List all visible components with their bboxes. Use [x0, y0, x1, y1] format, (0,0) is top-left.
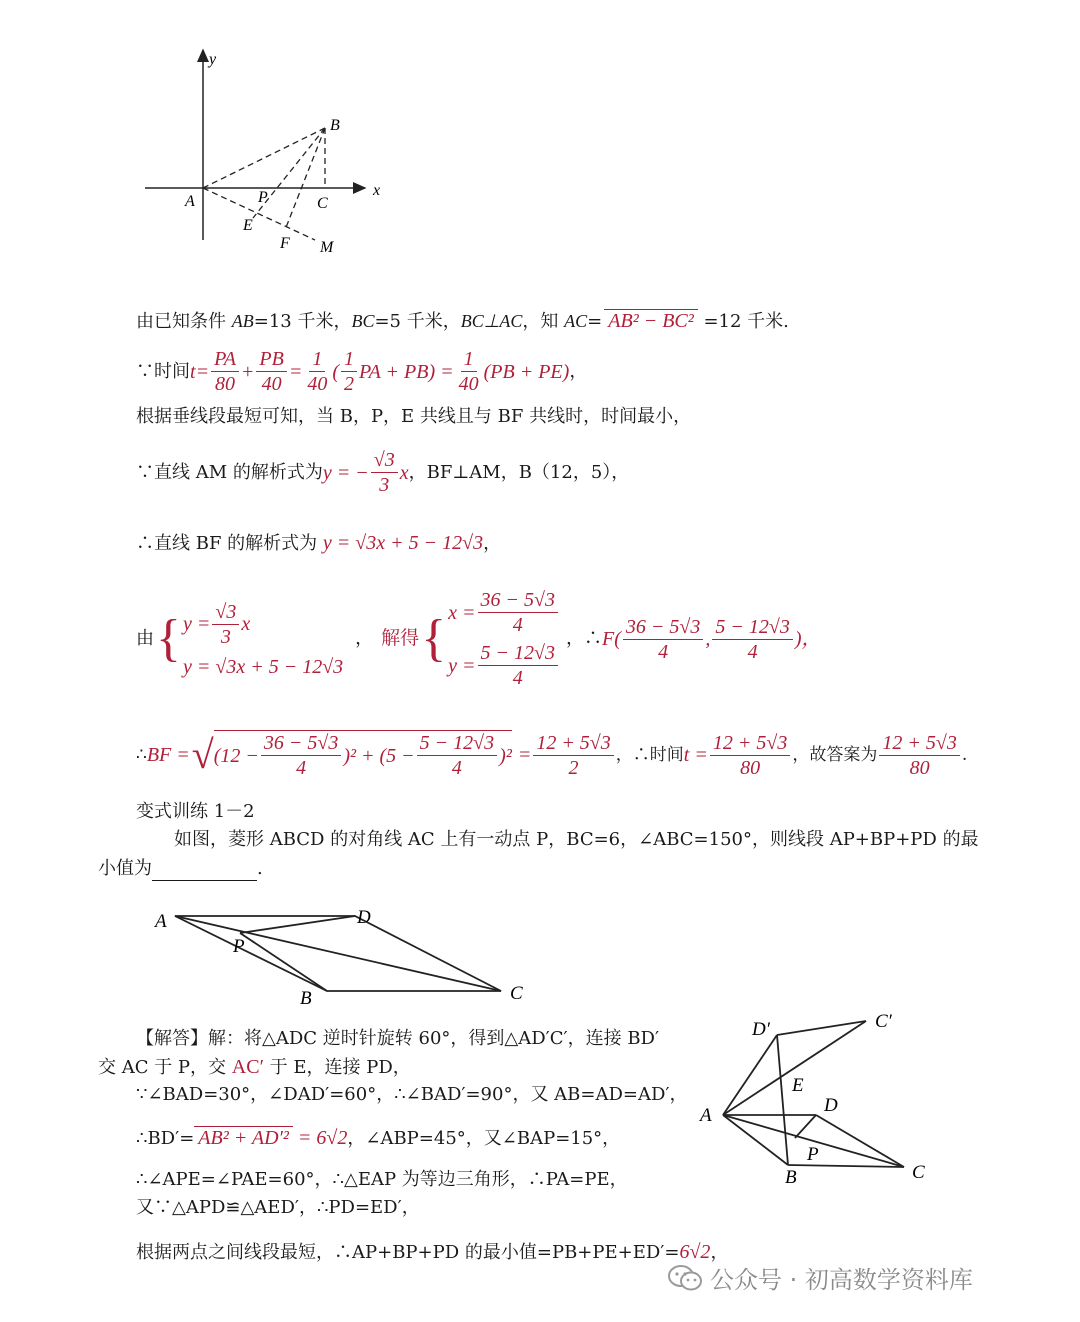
point-label-m: M	[320, 239, 334, 256]
point-label-b: B	[300, 988, 312, 1009]
point-label-c: C	[912, 1162, 925, 1183]
x-axis-label: x	[373, 182, 381, 199]
point-label-e: E	[243, 217, 253, 234]
radical-sign: √	[191, 732, 214, 777]
shortest-segment-line: 根据垂线段最短可知，当 B，P，E 共线且与 BF 共线时，时间最小，	[136, 406, 692, 427]
line-am-equation: ∵直线 AM 的解析式为 y = − $\frac{√3}{3}$ x ，BF⊥AM，B（12，5），	[136, 449, 630, 496]
wechat-icon	[668, 1264, 702, 1292]
solution-line-6: 又∵△APD≌△AED′，∴PD=ED′，	[136, 1197, 420, 1218]
rotation-figure	[690, 1005, 950, 1190]
exercise-heading: 变式训练 1－2	[136, 801, 255, 822]
fraction: $\frac{5 - 12√3}{4}$	[712, 615, 792, 664]
fraction: $\frac{12 + 5√3}{80}$	[879, 731, 959, 780]
line-bf-equation: ∴直线 BF 的解析式为 y = √3x + 5 − 12√3，	[136, 532, 502, 554]
solution-line-5: ∴∠APE=∠PAE=60°，∴△EAP 为等边三角形，∴PA=PE，	[136, 1169, 628, 1190]
fraction: $\frac{1}{40}$	[458, 348, 479, 395]
fraction: $\frac{√3}{3}$	[212, 600, 239, 649]
radicand: (12 − $\frac{36 - 5√3}{4}$ )² + (5 − $\frac{5 - 12√3}{4}$ )²	[213, 732, 512, 779]
point-label-p: P	[233, 936, 245, 957]
rhombus-figure	[145, 900, 545, 1015]
fraction: $\frac{12 + 5√3}{80}$	[710, 731, 790, 780]
fraction: $\frac{PB}{40}$	[256, 347, 286, 396]
fraction: $\frac{36 - 5√3}{4}$	[623, 615, 703, 664]
fraction: $\frac{5 - 12√3}{4}$	[417, 731, 497, 780]
point-label-p: P	[807, 1144, 819, 1165]
point-label-a: A	[700, 1105, 712, 1126]
point-label-d: D	[357, 907, 371, 928]
problem-line-1: 如图，菱形 ABCD 的对角线 AC 上有一动点 P，BC=6，∠ABC=150°，则线段 AP+BP+PD 的最	[174, 829, 979, 850]
point-label-b: B	[330, 117, 340, 134]
solution-line-2: 交 AC 于 P，交 AC′ 于 E，连接 PD，	[98, 1056, 411, 1078]
bf-length-line: ∴ BF = √ (12 − $\frac{36 - 5√3}{4}$ )² + (5 − $\frac{5 - 12√3}{4}$ )² = $\frac{12 + 5√3}{2}$ ，∴时间 t = $\frac{12 + 5√3}{80}$ ，故答案为 $\frac{12 + 5√3}{80}$ .	[136, 731, 968, 779]
solution-line-7: 根据两点之间线段最短，∴AP+BP+PD 的最小值=PB+PE+ED′=6√2，	[136, 1241, 729, 1263]
solution-equations: x = $\frac{36 - 5√3}{4}$ y = $\frac{5 - 12√3}{4}$	[448, 588, 560, 690]
point-label-c: C	[510, 983, 523, 1004]
left-brace: {	[156, 610, 181, 667]
fraction: $\frac{36 - 5√3}{4}$	[261, 731, 341, 780]
point-label-e: E	[792, 1075, 804, 1096]
fraction: $\frac{5 - 12√3}{4}$	[478, 641, 558, 690]
fraction: $\frac{√3}{3}$	[371, 448, 398, 497]
point-label-a: A	[155, 911, 167, 932]
fraction: $\frac{36 - 5√3}{4}$	[478, 588, 558, 637]
left-brace: {	[421, 610, 447, 667]
fraction: $\frac{1}{2}$	[341, 347, 357, 396]
time-formula-line: ∵时间 t = $\frac{PA}{80}$ + $\frac{PB}{40}$ = $\frac{1}{40}$ ( $\frac{1}{2}$ PA + PB) = $\frac{1}{40}$ (PB + PE) ，	[136, 348, 588, 395]
point-label-c: C	[317, 195, 328, 212]
point-label-c-prime: C′	[875, 1011, 892, 1032]
problem-line-2: 小值为 .	[98, 858, 263, 879]
point-label-p: P	[258, 189, 268, 206]
system-solution-line: 由 { y = $\frac{√3}{3}$ x y = √3x + 5 − 12√3 ， 解得 { x = $\frac{36 - 5√3}{4}$ y = $\frac{5 - 12√3}{4}$ ，∴ F( $\frac{36 - 5√3}{4}$ , $\frac{5 - 12√3}{4}$ )，	[136, 589, 822, 689]
point-label-b: B	[785, 1167, 797, 1188]
fraction: $\frac{12 + 5√3}{2}$	[533, 731, 613, 780]
fraction: $\frac{PA}{80}$	[211, 347, 239, 396]
system-equations: y = $\frac{√3}{3}$ x y = √3x + 5 − 12√3	[182, 600, 344, 678]
solution-line-4: ∴BD′= AB² + AD′² = 6√2，∠ABP=45°，又∠BAP=15°，	[136, 1127, 621, 1149]
point-label-d: D	[824, 1095, 838, 1116]
watermark: 公众号 · 初高数学资料库	[668, 1260, 973, 1295]
point-label-a: A	[185, 193, 195, 210]
answer-blank	[152, 862, 257, 881]
condition-line: 由已知条件 AB=13 千米，BC=5 千米，BC⊥AC，知 AC= AB² − BC² =12 千米.	[136, 310, 789, 332]
point-label-f: F	[280, 235, 290, 252]
coordinate-figure	[135, 40, 395, 260]
solution-line-3: ∵∠BAD=30°，∠DAD′=60°，∴∠BAD′=90°，又 AB=AD=AD′，	[136, 1084, 688, 1105]
fraction: $\frac{1}{40}$	[307, 348, 328, 395]
solution-line-1: 【解答】解：将△ADC 逆时针旋转 60°，得到△AD′C′，连接 BD′	[136, 1028, 660, 1049]
y-axis-label: y	[209, 51, 217, 68]
point-label-d-prime: D′	[752, 1019, 770, 1040]
sqrt-expression: AB² − BC²	[604, 309, 697, 332]
